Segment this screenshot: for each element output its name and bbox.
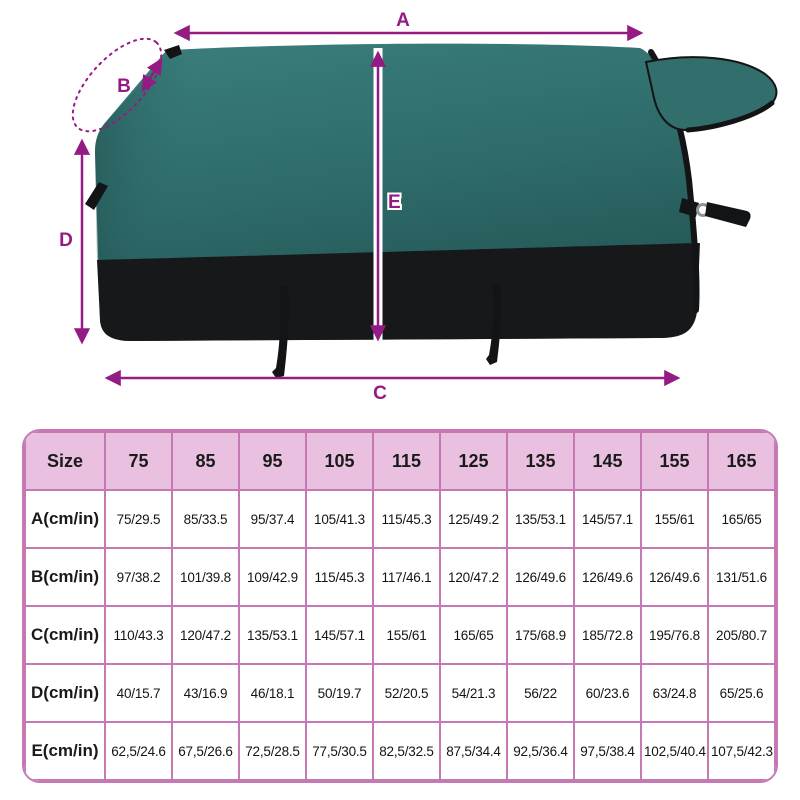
table-cell: 155/61 [373, 606, 440, 664]
table-cell: 126/49.6 [574, 548, 641, 606]
size-table-header-row [25, 432, 775, 490]
side-flap [646, 57, 776, 130]
size-table-container [22, 429, 778, 783]
size-column-header: 75 [105, 432, 172, 490]
table-cell: 43/16.9 [172, 664, 239, 722]
dimension-label-d: D [59, 230, 73, 251]
table-cell: 46/18.1 [239, 664, 306, 722]
table-cell: 92,5/36.4 [507, 722, 574, 780]
table-cell: 165/65 [708, 490, 775, 548]
table-cell: 60/23.6 [574, 664, 641, 722]
table-cell: 131/51.6 [708, 548, 775, 606]
table-row-a [25, 490, 775, 548]
table-cell: 77,5/30.5 [306, 722, 373, 780]
table-row-c [25, 606, 775, 664]
table-cell: 40/15.7 [105, 664, 172, 722]
table-cell: 126/49.6 [641, 548, 708, 606]
table-cell: 175/68.9 [507, 606, 574, 664]
table-cell: 135/53.1 [507, 490, 574, 548]
right-strap [705, 202, 751, 227]
size-table [24, 431, 776, 781]
table-cell: 95/37.4 [239, 490, 306, 548]
dimension-label-a: A [396, 10, 410, 31]
size-column-header: 145 [574, 432, 641, 490]
cover-bottom-band [97, 243, 700, 341]
table-cell: 135/53.1 [239, 606, 306, 664]
dimension-label-c: C [373, 383, 387, 404]
row-header-b: B(cm/in) [25, 548, 105, 606]
table-cell: 109/42.9 [239, 548, 306, 606]
table-cell: 102,5/40.4 [641, 722, 708, 780]
table-row-b [25, 548, 775, 606]
row-header-c: C(cm/in) [25, 606, 105, 664]
table-cell: 125/49.2 [440, 490, 507, 548]
table-cell: 56/22 [507, 664, 574, 722]
table-cell: 145/57.1 [306, 606, 373, 664]
table-cell: 105/41.3 [306, 490, 373, 548]
table-row-e [25, 722, 775, 780]
table-cell: 72,5/28.5 [239, 722, 306, 780]
table-cell: 52/20.5 [373, 664, 440, 722]
table-cell: 85/33.5 [172, 490, 239, 548]
table-cell: 165/65 [440, 606, 507, 664]
size-column-header: 155 [641, 432, 708, 490]
table-cell: 75/29.5 [105, 490, 172, 548]
table-cell: 195/76.8 [641, 606, 708, 664]
size-table-corner-header: Size [25, 432, 105, 490]
table-cell: 107,5/42.3 [708, 722, 775, 780]
table-cell: 120/47.2 [440, 548, 507, 606]
table-cell: 185/72.8 [574, 606, 641, 664]
table-cell: 62,5/24.6 [105, 722, 172, 780]
table-cell: 82,5/32.5 [373, 722, 440, 780]
size-column-header: 95 [239, 432, 306, 490]
row-header-e: E(cm/in) [25, 722, 105, 780]
table-cell: 115/45.3 [373, 490, 440, 548]
table-cell: 126/49.6 [507, 548, 574, 606]
table-cell: 110/43.3 [105, 606, 172, 664]
table-cell: 120/47.2 [172, 606, 239, 664]
size-column-header: 115 [373, 432, 440, 490]
table-cell: 117/46.1 [373, 548, 440, 606]
table-cell: 65/25.6 [708, 664, 775, 722]
row-header-a: A(cm/in) [25, 490, 105, 548]
table-row-d [25, 664, 775, 722]
size-column-header: 165 [708, 432, 775, 490]
size-column-header: 135 [507, 432, 574, 490]
table-cell: 50/19.7 [306, 664, 373, 722]
table-cell: 145/57.1 [574, 490, 641, 548]
table-cell: 97/38.2 [105, 548, 172, 606]
table-cell: 97,5/38.4 [574, 722, 641, 780]
table-cell: 54/21.3 [440, 664, 507, 722]
table-cell: 63/24.8 [641, 664, 708, 722]
dimension-label-b: B [117, 76, 131, 97]
size-column-header: 125 [440, 432, 507, 490]
size-column-header: 105 [306, 432, 373, 490]
table-cell: 101/39.8 [172, 548, 239, 606]
row-header-d: D(cm/in) [25, 664, 105, 722]
table-cell: 205/80.7 [708, 606, 775, 664]
table-cell: 67,5/26.6 [172, 722, 239, 780]
dimension-label-e: E [388, 192, 401, 213]
table-cell: 87,5/34.4 [440, 722, 507, 780]
size-column-header: 85 [172, 432, 239, 490]
table-cell: 155/61 [641, 490, 708, 548]
table-cell: 115/45.3 [306, 548, 373, 606]
